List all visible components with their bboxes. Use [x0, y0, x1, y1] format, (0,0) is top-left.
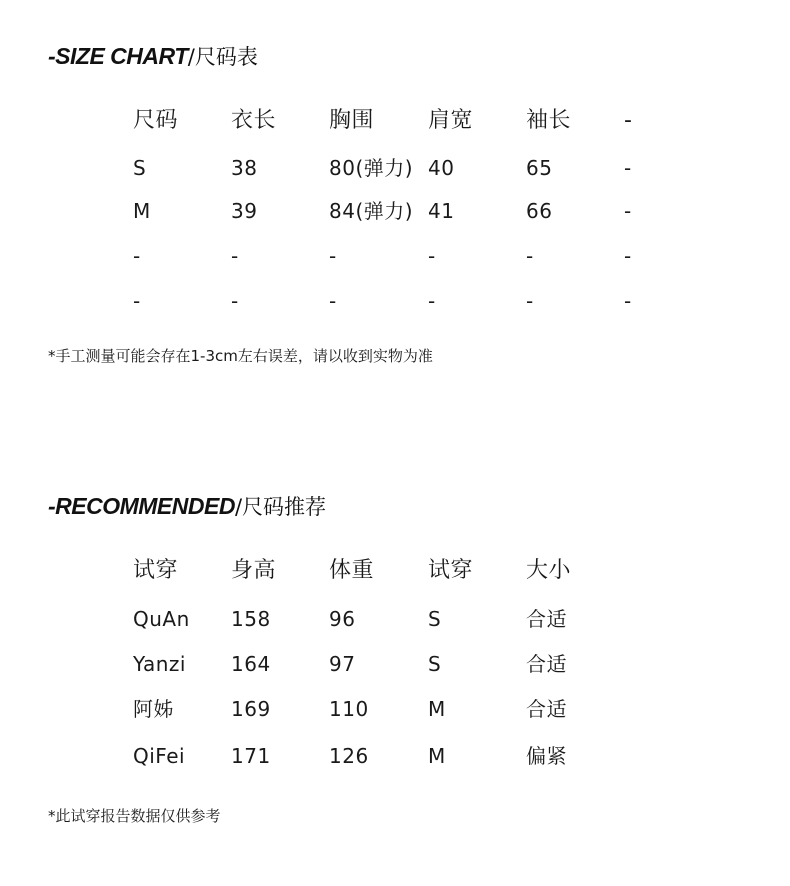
size-chart-cell: S [133, 156, 147, 180]
size-chart-cell: - [624, 244, 632, 268]
recommended-cell: Yanzi [133, 652, 186, 676]
size-chart-cell: - [624, 289, 632, 313]
recommended-cell: 阿姊 [133, 697, 174, 721]
size-chart-title [48, 43, 258, 71]
recommended-cell: 合适 [526, 652, 567, 676]
size-chart-cell: - [428, 244, 436, 268]
size-chart-header-sleeve: 袖长 [526, 108, 572, 133]
size-chart-table [133, 108, 693, 333]
recommended-header-fit: 大小 [526, 558, 572, 583]
recommended-header-height: 身高 [231, 558, 277, 583]
size-chart-cell: - [428, 289, 436, 313]
size-chart-cell: 40 [428, 156, 455, 180]
recommended-cell: 96 [329, 607, 356, 631]
recommended-header-size-tried: 试穿 [428, 558, 474, 583]
recommended-title-cn: /尺码推荐 [234, 495, 327, 519]
size-chart-header-length: 衣长 [231, 108, 277, 133]
recommended-cell: 126 [329, 744, 369, 768]
size-chart-row [133, 198, 693, 243]
size-chart-header-row [133, 108, 693, 153]
recommended-row [133, 651, 693, 696]
recommended-table [133, 558, 693, 788]
size-chart-cell: 65 [526, 156, 553, 180]
recommended-cell: 171 [231, 744, 271, 768]
recommended-cell: 合适 [526, 607, 567, 631]
size-chart-row [133, 155, 693, 200]
recommended-cell: S [428, 652, 442, 676]
size-chart-cell: 84(弹力) [329, 199, 414, 223]
recommended-cell: 169 [231, 697, 271, 721]
recommended-cell: QuAn [133, 607, 190, 631]
recommended-row [133, 696, 693, 741]
recommended-row [133, 743, 693, 788]
size-chart-header-shoulder: 肩宽 [428, 108, 474, 133]
recommended-cell: M [428, 744, 446, 768]
recommended-header-weight: 体重 [329, 558, 375, 583]
size-chart-title-en: -SIZE CHART [48, 43, 188, 69]
size-chart-row [133, 288, 693, 333]
size-chart-cell: M [133, 199, 151, 223]
recommended-row [133, 606, 693, 651]
recommended-cell: 97 [329, 652, 356, 676]
size-chart-cell: - [526, 289, 534, 313]
size-chart-cell: 41 [428, 199, 455, 223]
size-chart-header-chest: 胸围 [329, 108, 375, 133]
size-chart-cell: - [329, 244, 337, 268]
size-chart-cell: - [624, 156, 632, 180]
size-chart-cell: - [526, 244, 534, 268]
recommended-title [48, 493, 326, 521]
recommended-cell: 110 [329, 697, 369, 721]
size-chart-header-size: 尺码 [133, 108, 179, 133]
recommended-cell: QiFei [133, 744, 186, 768]
size-chart-row [133, 243, 693, 288]
recommended-cell: 偏紧 [526, 744, 567, 768]
size-chart-cell: - [133, 244, 141, 268]
size-chart-header-extra: - [624, 108, 633, 133]
recommended-cell: 合适 [526, 697, 567, 721]
recommended-cell: 164 [231, 652, 271, 676]
recommended-cell: M [428, 697, 446, 721]
size-chart-cell: 39 [231, 199, 258, 223]
recommended-header-tester: 试穿 [133, 558, 179, 583]
recommended-cell: S [428, 607, 442, 631]
size-chart-cell: - [231, 244, 239, 268]
size-chart-cell: - [133, 289, 141, 313]
recommended-cell: 158 [231, 607, 271, 631]
recommended-title-en: -RECOMMENDED [48, 493, 235, 519]
size-chart-cell: - [231, 289, 239, 313]
recommended-note: *此试穿报告数据仅供参考 [48, 807, 221, 825]
recommended-header-row [133, 558, 693, 606]
size-chart-title-cn: /尺码表 [187, 45, 258, 69]
size-chart-note: *手工测量可能会存在1-3cm左右误差，请以收到实物为准 [48, 347, 433, 365]
size-chart-cell: - [624, 199, 632, 223]
size-chart-cell: - [329, 289, 337, 313]
size-chart-cell: 80(弹力) [329, 156, 414, 180]
size-chart-cell: 38 [231, 156, 258, 180]
size-chart-cell: 66 [526, 199, 553, 223]
